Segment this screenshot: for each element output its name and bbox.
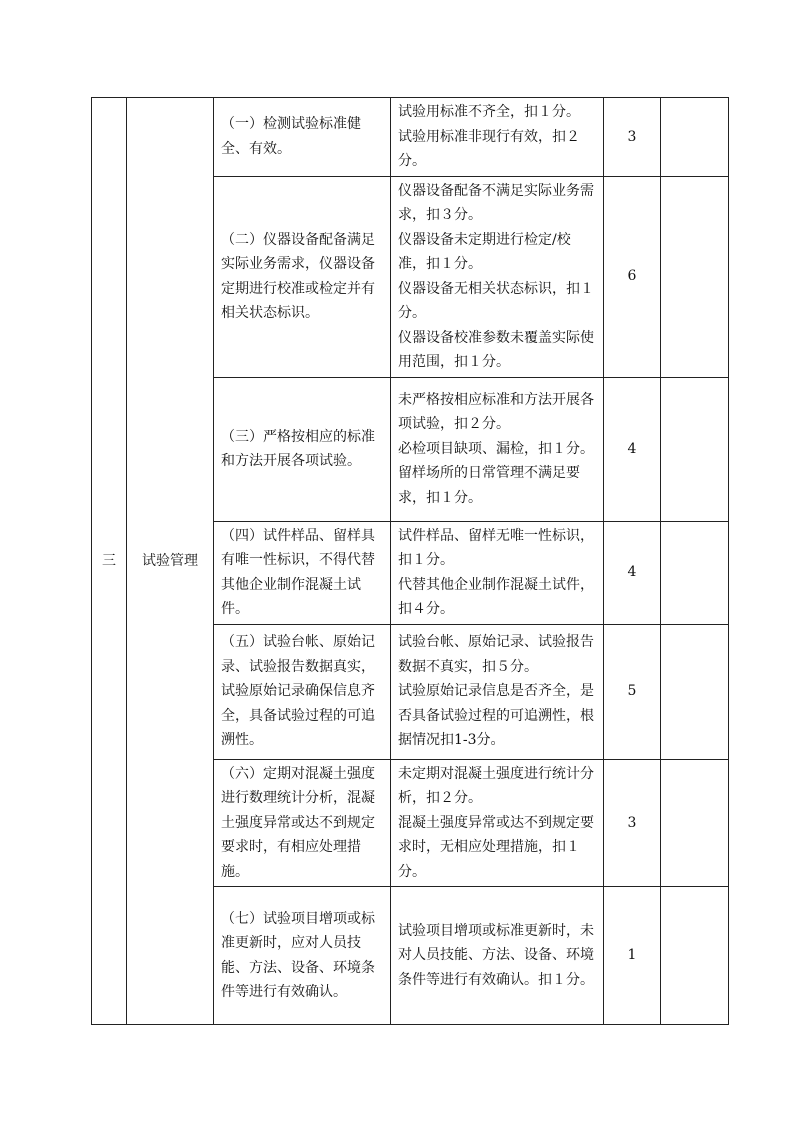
- deduction-line: 混凝土强度异常或达不到规定要求时，无相应处理措施，扣１分。: [398, 814, 594, 880]
- section-number-cell: 三: [92, 98, 127, 1025]
- deduction-line: 未严格按相应标准和方法开展各项试验，扣２分。: [398, 391, 594, 433]
- remarks-cell: [661, 377, 729, 521]
- deduction-line: 留样场所的日常管理不满足要求，扣１分。: [398, 465, 580, 506]
- remarks-cell: [661, 887, 729, 1025]
- score-cell: 3: [604, 98, 661, 177]
- score-cell: 6: [604, 176, 661, 377]
- deduction-line: 必检项目缺项、漏检，扣１分。: [398, 440, 594, 457]
- remarks-cell: [661, 759, 729, 887]
- deduction-cell: [391, 98, 604, 177]
- requirement-cell: （二）仪器设备配备满足实际业务需求，仪器设备定期进行校准或检定并有相关状态标识。: [214, 176, 391, 377]
- deduction-line: 试验用标准非现行有效，扣２分。: [398, 128, 580, 169]
- evaluation-table: [91, 97, 729, 1025]
- deduction-line: 仪器设备配备不满足实际业务需求，扣３分。: [398, 182, 594, 223]
- deduction-line: 仪器设备校准参数未覆盖实际使用范围，扣１分。: [398, 329, 594, 370]
- remarks-cell: [661, 98, 729, 177]
- deduction-cell: [391, 377, 604, 521]
- score-cell: 3: [604, 759, 661, 887]
- requirement-cell: （四）试件样品、留样具有唯一性标识，不得代替其他企业制作混凝土试件。: [214, 521, 391, 624]
- requirement-cell: （一）检测试验标准健全、有效。: [214, 98, 391, 177]
- deduction-line: 试验台帐、原始记录、试验报告数据不真实，扣５分。: [398, 634, 594, 675]
- requirement-cell: （三）严格按相应的标准和方法开展各项试验。: [214, 377, 391, 521]
- requirement-cell: （六）定期对混凝土强度进行数理统计分析，混凝土强度异常或达不到规定要求时，有相应处理措施。: [214, 759, 391, 887]
- deduction-line: 代替其他企业制作混凝土试件，扣４分。: [398, 576, 594, 617]
- requirement-cell: （五）试验台帐、原始记录、试验报告数据真实，试验原始记录确保信息齐全，具备试验过程的可追溯性。: [214, 624, 391, 759]
- deduction-line: 仪器设备无相关状态标识，扣１分。: [398, 280, 594, 321]
- remarks-cell: [661, 624, 729, 759]
- remarks-cell: [661, 521, 729, 624]
- category-cell: 试验管理: [127, 98, 214, 1025]
- requirement-cell: （七）试验项目增项或标准更新时，应对人员技能、方法、设备、环境条件等进行有效确认。: [214, 887, 391, 1025]
- score-cell: 4: [604, 521, 661, 624]
- score-cell: 1: [604, 887, 661, 1025]
- deduction-line: 试验项目增项或标准更新时，未对人员技能、方法、设备、环境条件等进行有效确认。扣１分。: [398, 922, 594, 988]
- deduction-cell: [391, 887, 604, 1025]
- deduction-line: 试件样品、留样无唯一性标识，扣１分。: [398, 527, 594, 568]
- score-cell: 5: [604, 624, 661, 759]
- deduction-line: 仪器设备未定期进行检定/校准，扣１分。: [398, 231, 571, 272]
- deduction-line: 未定期对混凝土强度进行统计分析，扣２分。: [398, 765, 594, 806]
- score-cell: 4: [604, 377, 661, 521]
- deduction-cell: [391, 624, 604, 759]
- deduction-cell: [391, 176, 604, 377]
- deduction-cell: [391, 759, 604, 887]
- deduction-cell: [391, 521, 604, 624]
- remarks-cell: [661, 176, 729, 377]
- deduction-line: 试验用标准不齐全，扣１分。: [398, 104, 580, 120]
- deduction-line: 试验原始记录信息是否齐全，是否具备试验过程的可追溯性，根据情况扣1-3分。: [398, 683, 594, 749]
- table-row: [92, 98, 729, 177]
